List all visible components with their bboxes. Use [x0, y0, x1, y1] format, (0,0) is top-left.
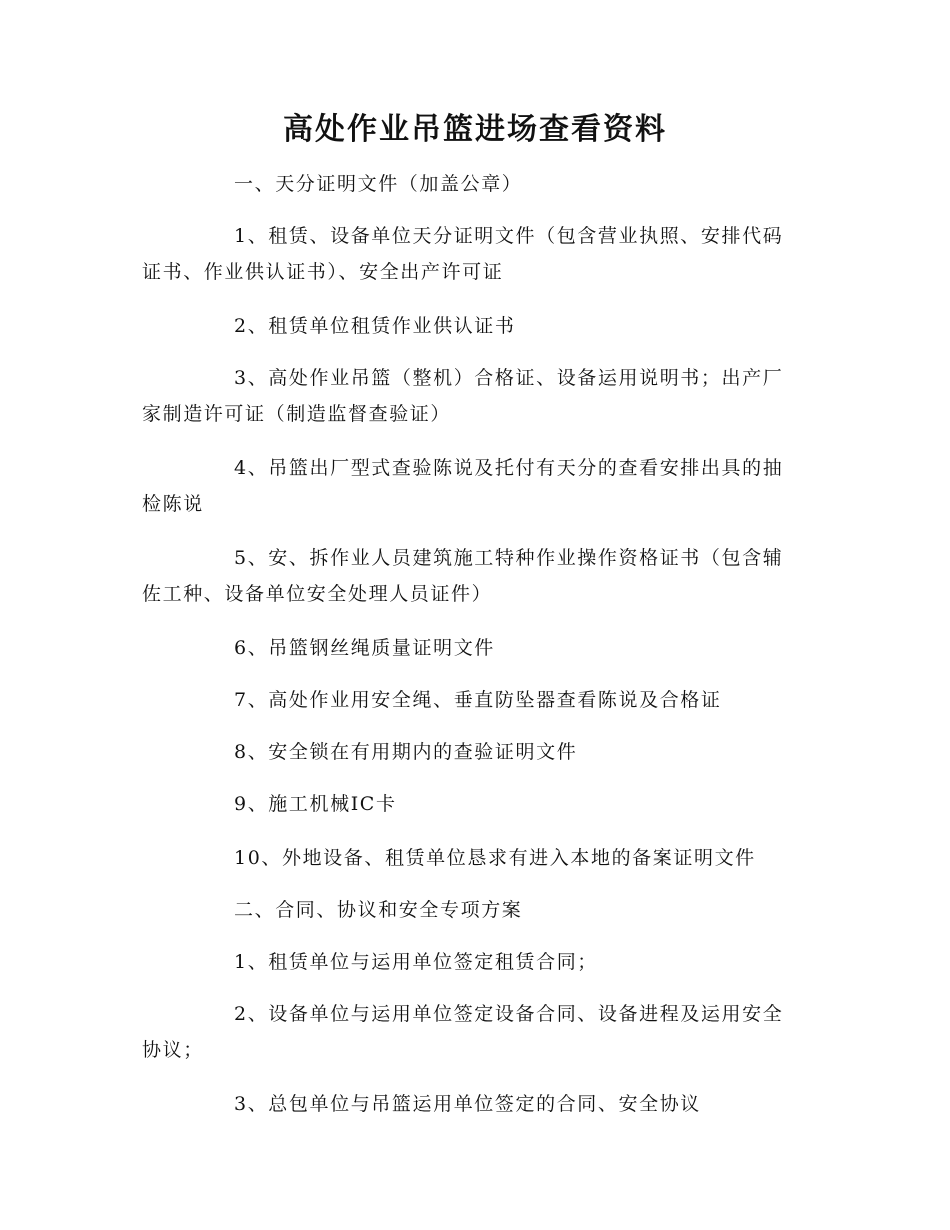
list-item: [142, 360, 802, 432]
item-number: 二、: [234, 899, 276, 921]
item-text: 安全锁在有用期内的查验证明文件: [268, 741, 578, 763]
list-item: [142, 682, 802, 718]
item-number: 4、: [234, 457, 269, 479]
item-text: 总包单位与吊篮运用单位签定的合同、安全协议: [268, 1093, 701, 1115]
list-item: [142, 450, 802, 522]
item-number: 1、: [234, 951, 269, 973]
section-heading: [142, 166, 802, 202]
item-number: 2、: [234, 1003, 269, 1025]
list-item: [142, 996, 802, 1068]
list-item: [142, 944, 802, 980]
item-text: 高处作业用安全绳、垂直防坠器查看陈说及合格证: [268, 689, 722, 711]
item-number: 6、: [234, 637, 269, 659]
list-item: [142, 308, 802, 344]
item-text: 租赁、设备单位天分证明文件（包含营业执照、安排代码证书、作业供认证书）、安全出产许可证: [142, 225, 784, 283]
item-text: 吊篮出厂型式查验陈说及托付有天分的查看安排出具的抽检陈说: [142, 457, 784, 515]
document-title: 高处作业吊篮进场查看资料: [283, 112, 667, 147]
item-text: 合同、协议和安全专项方案: [275, 899, 523, 921]
item-number: 8、: [234, 741, 269, 763]
item-text: 外地设备、租赁单位恳求有进入本地的备案证明文件: [281, 847, 756, 869]
item-number: 一、: [234, 173, 276, 195]
item-number: 1、: [234, 225, 269, 247]
item-text: 设备单位与运用单位签定设备合同、设备进程及运用安全协议；: [142, 1003, 784, 1061]
list-item: [142, 218, 802, 290]
item-text: 租赁单位租赁作业供认证书: [268, 315, 516, 337]
item-text: 安、拆作业人员建筑施工特种作业操作资格证书（包含辅佐工种、设备单位安全处理人员证件）: [142, 547, 784, 605]
item-text: 施工机械IC卡: [268, 793, 397, 815]
item-text: 天分证明文件（加盖公章）: [275, 173, 523, 195]
list-item: [142, 840, 802, 876]
item-number: 5、: [234, 547, 269, 569]
section-heading: [142, 892, 802, 928]
item-text: 租赁单位与运用单位签定租赁合同；: [268, 951, 598, 973]
list-item: [142, 630, 802, 666]
item-number: 3、: [234, 367, 269, 389]
list-item: [142, 734, 802, 770]
item-text: 高处作业吊篮（整机）合格证、设备运用说明书；出产厂家制造许可证（制造监督查验证）: [142, 367, 784, 425]
list-item: [142, 540, 802, 612]
item-number: 2、: [234, 315, 269, 337]
list-item: [142, 786, 802, 822]
list-item: [142, 1086, 802, 1122]
item-number: 3、: [234, 1093, 269, 1115]
item-number: 10、: [234, 847, 282, 869]
item-number: 9、: [234, 793, 269, 815]
item-text: 吊篮钢丝绳质量证明文件: [268, 637, 495, 659]
item-number: 7、: [234, 689, 269, 711]
